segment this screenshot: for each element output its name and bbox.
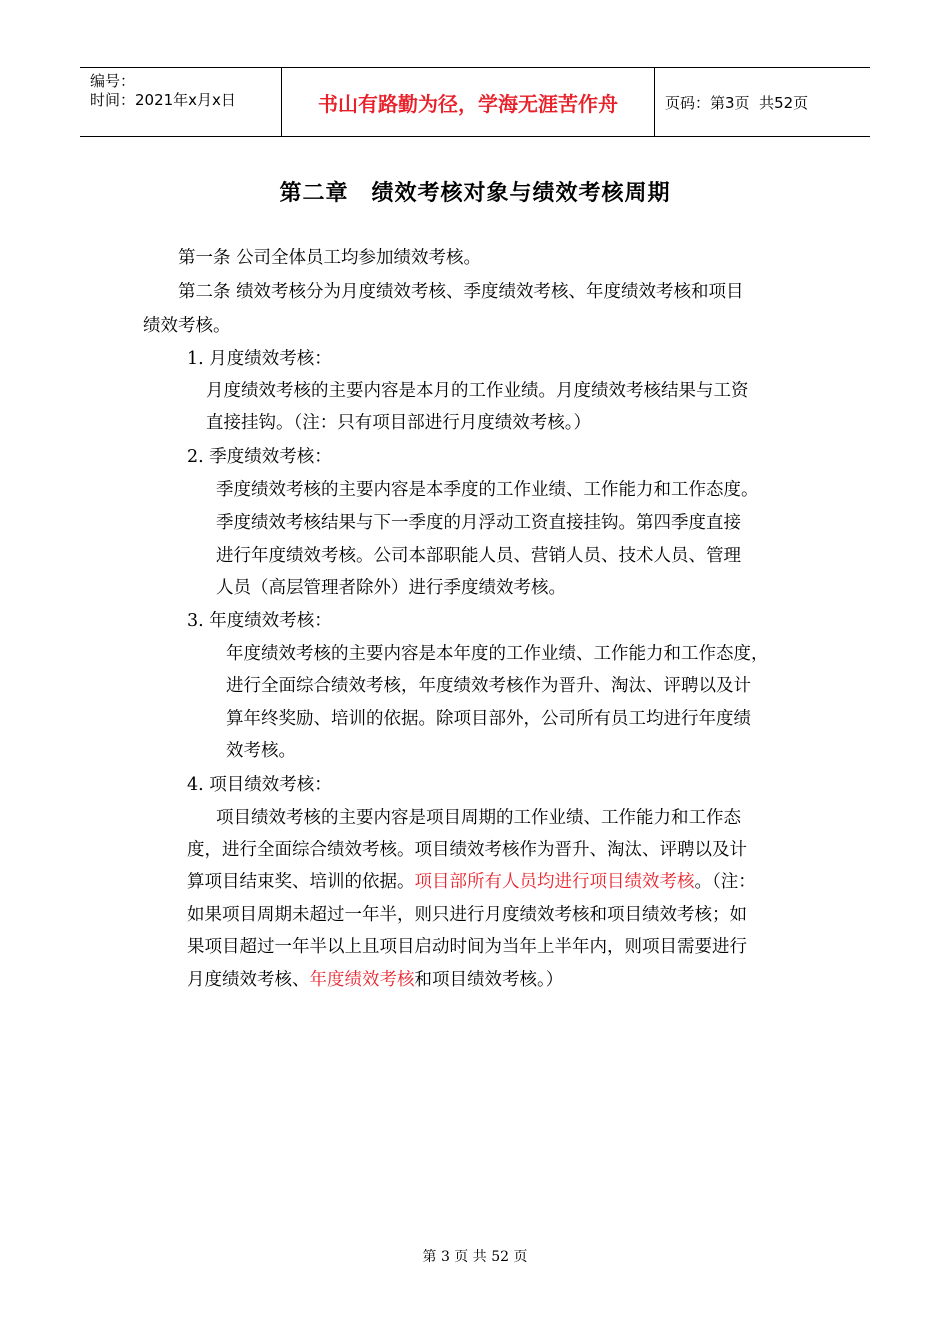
section-4-line-2: 度，进行全面综合绩效考核。项目绩效考核作为晋升、淘汰、评聘以及计 <box>187 840 747 860</box>
header-page-info: 页码：第3页 共52页 <box>665 93 809 112</box>
section-4-line-5: 果项目超过一年半以上且项目启动时间为当年上半年内，则项目需要进行 <box>187 937 747 957</box>
highlight-project-review: 项目部所有人员均进行项目绩效考核 <box>414 872 695 892</box>
header-meta <box>90 72 236 110</box>
section-3-line-3: 算年终奖励、培训的依据。除项目部外，公司所有员工均进行年度绩 <box>226 709 751 729</box>
section-3-line-1: 年度绩效考核的主要内容是本年度的工作业绩、工作能力和工作态度， <box>226 644 769 664</box>
line-3-text: 算项目结束奖、培训的依据。 <box>187 872 415 892</box>
line-6-text: 月度绩效考核、 <box>187 970 310 990</box>
header-divider <box>654 68 655 136</box>
chapter-title: 第二章 绩效考核对象与绩效考核周期 <box>279 181 671 206</box>
section-4-line-1: 项目绩效考核的主要内容是项目周期的工作业绩、工作能力和工作态 <box>216 808 741 828</box>
page-footer: 第 3 页 共 52 页 <box>422 1249 528 1265</box>
section-2-line-2: 季度绩效考核结果与下一季度的月浮动工资直接挂钩。第四季度直接 <box>216 513 741 533</box>
highlight-annual-review: 年度绩效考核 <box>309 970 415 990</box>
section-4-line-3 <box>187 870 756 894</box>
line-6-end: 和项目绩效考核。） <box>414 970 564 990</box>
section-2-line-3: 进行年度绩效考核。公司本部职能人员、营销人员、技术人员、管理 <box>216 546 741 566</box>
number-label: 编号： <box>90 72 136 90</box>
header-table <box>80 67 870 137</box>
section-3-line-2: 进行全面综合绩效考核，年度绩效考核作为晋升、淘汰、评聘以及计 <box>226 676 751 696</box>
time-label: 时间：2021年x月x日 <box>90 91 236 109</box>
note-open: 。（注： <box>694 872 756 892</box>
section-4-line-4: 如果项目周期未超过一年半，则只进行月度绩效考核和项目绩效考核；如 <box>187 905 747 925</box>
article-2-line-1: 第二条 绩效考核分为月度绩效考核、季度绩效考核、年度绩效考核和项目 <box>178 282 744 302</box>
section-1-line-2: 直接挂钩。（注：只有项目部进行月度绩效考核。） <box>206 413 591 433</box>
section-1-title: 1. 月度绩效考核： <box>187 349 332 369</box>
article-1: 第一条 公司全体员工均参加绩效考核。 <box>178 248 482 268</box>
section-2-line-4: 人员（高层管理者除外）进行季度绩效考核。 <box>216 578 566 598</box>
section-3-title: 3. 年度绩效考核： <box>187 611 332 631</box>
article-2-line-2: 绩效考核。 <box>143 316 231 336</box>
section-3-line-4: 效考核。 <box>226 741 296 761</box>
section-4-title: 4. 项目绩效考核： <box>187 775 332 795</box>
section-4-line-6 <box>187 968 563 992</box>
section-2-title: 2. 季度绩效考核： <box>187 447 332 467</box>
header-motto: 书山有路勤为径，学海无涯苦作舟 <box>318 91 618 116</box>
section-1-line-1: 月度绩效考核的主要内容是本月的工作业绩。月度绩效考核结果与工资 <box>206 381 749 401</box>
section-2-line-1: 季度绩效考核的主要内容是本季度的工作业绩、工作能力和工作态度。 <box>216 480 759 500</box>
